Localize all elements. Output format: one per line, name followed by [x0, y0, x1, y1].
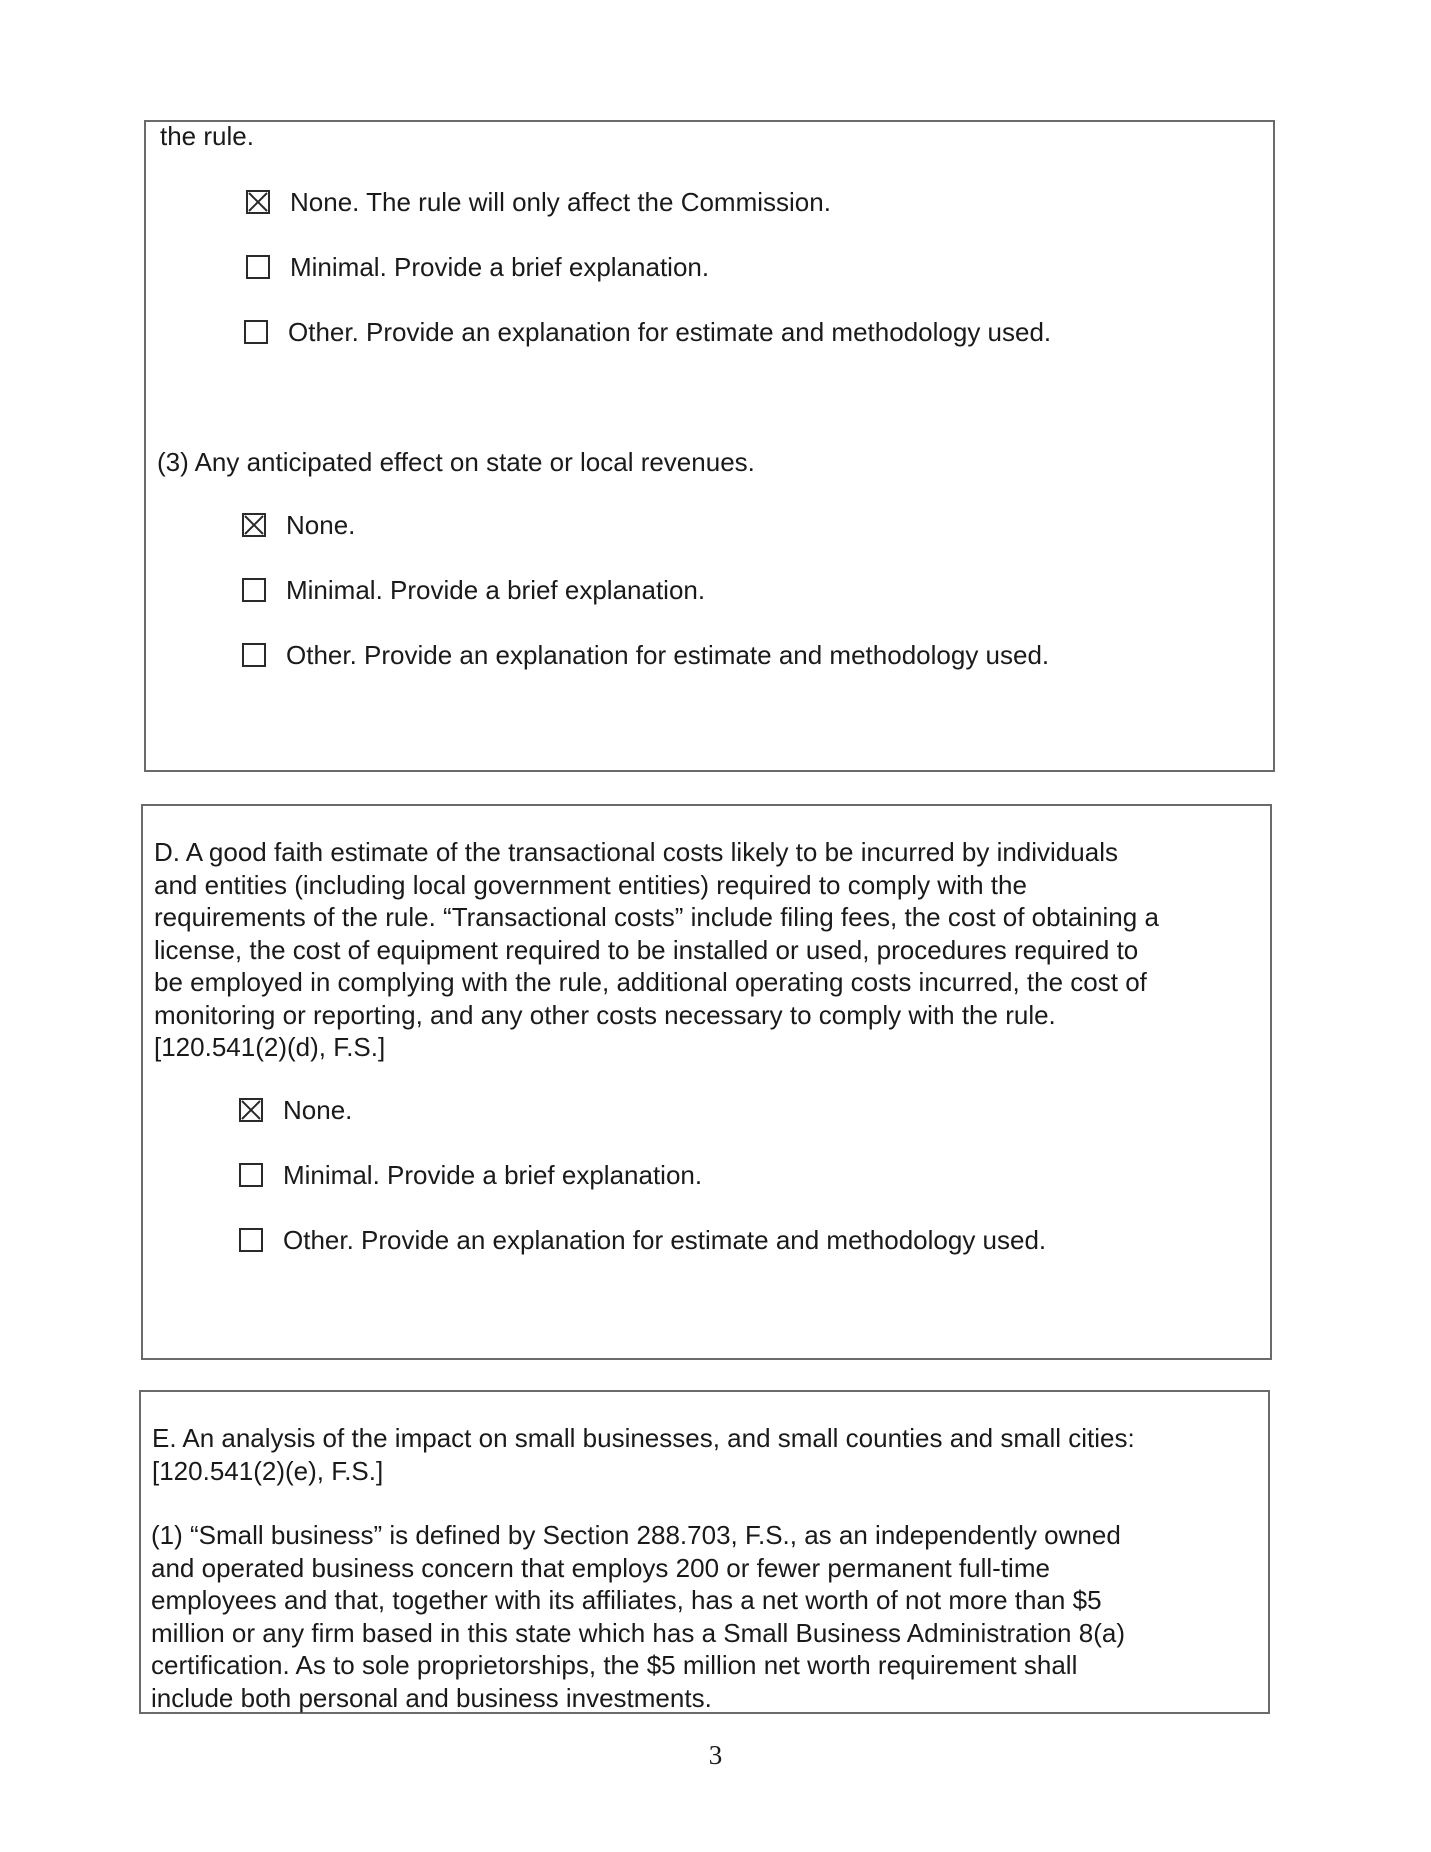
- checkbox-checked-icon[interactable]: [246, 190, 270, 214]
- checkbox-checked-icon[interactable]: [242, 513, 266, 537]
- checkbox-empty-icon[interactable]: [239, 1163, 263, 1187]
- section-e-heading: [152, 1422, 1262, 1487]
- checkbox-empty-icon[interactable]: [242, 643, 266, 667]
- section-e-item-line: million or any firm based in this state which has a Small Business Administration 8(a): [151, 1617, 1125, 1648]
- section-d-line: D. A good faith estimate of the transactional costs likely to be incurred by individuals: [154, 837, 1118, 867]
- item-3-option-other[interactable]: [242, 640, 1049, 670]
- option-label: Other. Provide an explanation for estimate and methodology used.: [286, 639, 1050, 670]
- section-e-item-line: employees and that, together with its affiliates, has a net worth of not more than $5: [151, 1585, 1102, 1615]
- option-label: None. The rule will only affect the Commission.: [290, 186, 831, 217]
- checkbox-empty-icon[interactable]: [244, 320, 268, 344]
- option-label: None.: [286, 509, 356, 540]
- section-d-line: be employed in complying with the rule, additional operating costs incurred, the cost of: [154, 967, 1147, 997]
- section-e-item-1: [151, 1519, 1261, 1714]
- section-e-heading-line: [120.541(2)(e), F.S.]: [152, 1455, 384, 1486]
- checkbox-checked-icon[interactable]: [239, 1098, 263, 1122]
- checkbox-empty-icon[interactable]: [239, 1228, 263, 1252]
- section-c-continuation: the rule.: [160, 121, 254, 151]
- section-e-item-line: certification. As to sole proprietorships, the $5 million net worth requirement shall: [151, 1650, 1078, 1680]
- checkbox-empty-icon[interactable]: [246, 255, 270, 279]
- item-3-option-minimal[interactable]: [242, 575, 705, 605]
- checkbox-empty-icon[interactable]: [242, 578, 266, 602]
- section-d-line: requirements of the rule. “Transactional costs” include filing fees, the cost of obtaining a: [154, 902, 1159, 932]
- option-minimal[interactable]: [246, 252, 709, 282]
- option-other[interactable]: [244, 317, 1051, 347]
- item-3-question: (3) Any anticipated effect on state or local revenues.: [157, 447, 755, 477]
- option-label: None.: [283, 1094, 353, 1125]
- section-d-line: license, the cost of equipment required to be installed or used, procedures required to: [154, 934, 1139, 965]
- option-label: Other. Provide an explanation for estimate and methodology used.: [288, 316, 1052, 347]
- option-label: Minimal. Provide a brief explanation.: [290, 251, 710, 282]
- section-d-line: monitoring or reporting, and any other costs necessary to comply with the rule.: [154, 999, 1056, 1030]
- option-label: Minimal. Provide a brief explanation.: [283, 1159, 703, 1190]
- option-label: Minimal. Provide a brief explanation.: [286, 574, 706, 605]
- section-e-item-line: (1) “Small business” is defined by Section 288.703, F.S., as an independently owned: [151, 1520, 1121, 1550]
- item-3-option-none[interactable]: [242, 510, 355, 540]
- section-e-item-line: and operated business concern that employs 200 or fewer permanent full-time: [151, 1552, 1050, 1583]
- section-e-item-line: include both personal and business investments.: [151, 1682, 712, 1713]
- section-d-option-minimal[interactable]: [239, 1160, 702, 1190]
- section-d-line: [120.541(2)(d), F.S.]: [154, 1032, 386, 1062]
- section-d-text: [154, 836, 1264, 1064]
- section-e-heading-line: E. An analysis of the impact on small businesses, and small counties and small cities:: [152, 1423, 1135, 1453]
- option-none-commission[interactable]: [246, 187, 831, 217]
- option-label: Other. Provide an explanation for estimate and methodology used.: [283, 1224, 1047, 1255]
- section-d-option-none[interactable]: [239, 1095, 352, 1125]
- section-d-line: and entities (including local government entities) required to comply with the: [154, 869, 1027, 900]
- section-d-option-other[interactable]: [239, 1225, 1046, 1255]
- page-number: 3: [708, 1740, 723, 1770]
